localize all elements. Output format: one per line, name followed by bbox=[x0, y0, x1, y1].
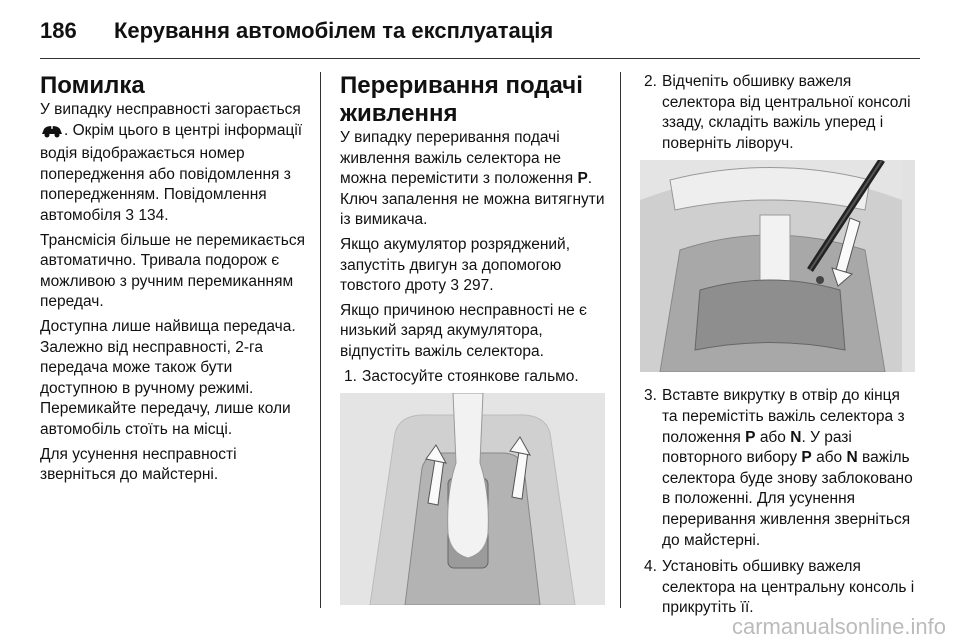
page-number: 186 bbox=[40, 18, 77, 43]
steps-list bbox=[340, 367, 605, 388]
page-header-title: Керування автомобілем та експлуатація bbox=[114, 18, 554, 43]
paragraph: У випадку переривання подачі живлення важіль селектора не можна перемістити з положення P. Ключ запалення не можна витягнути із вимикача. bbox=[340, 129, 605, 229]
position-p-label: P bbox=[577, 170, 588, 188]
page-header bbox=[40, 14, 920, 54]
paragraph: Якщо причиною несправності не є низький заряд акумулятора, відпустіть важіль селектора. bbox=[340, 301, 587, 360]
car-fault-icon bbox=[40, 124, 64, 145]
steps-list bbox=[640, 386, 915, 619]
column-divider bbox=[620, 72, 621, 608]
list-item: 3. Вставте викрутку в отвір до кінця та перемістіть важіль селектора з положення P або N. У разі повторного вибору P або N важіль селектора буде знову заблоковано в положенні. Для усунення переривання живлення зверніться до майстерні. bbox=[644, 387, 913, 549]
paragraph: Якщо акумулятор розряджений, запустіть двигун за допомогою товстого дроту 3 297. bbox=[340, 235, 571, 295]
figure-selector-lever bbox=[340, 393, 605, 605]
paragraph: У випадку несправності загорається . Окрім цього в центрі інформації водія відображається номер попередження або повідомлення з попередженням. Повідомлення автомобіля 3 134. bbox=[40, 101, 303, 224]
page-reference-link[interactable]: 3 134. bbox=[125, 206, 169, 224]
column-divider bbox=[320, 72, 321, 608]
section-heading-power-interruption: Переривання подачі живлення bbox=[340, 72, 583, 127]
watermark: carmanualsonline.info bbox=[731, 614, 946, 639]
illustration-gear-selector bbox=[340, 393, 605, 605]
list-item: 4. Установіть обшивку важеля селектора на центральну консоль і прикрутіть її. bbox=[644, 558, 915, 617]
illustration-screwdriver-release bbox=[640, 160, 902, 372]
column-right bbox=[640, 72, 915, 625]
paragraph: Трансмісія більше не перемикається автоматично. Тривала подорож є можливою з ручним перемиканням передач. bbox=[40, 231, 305, 311]
column-middle bbox=[340, 72, 605, 619]
header-rule bbox=[40, 58, 920, 59]
page-reference-link[interactable]: 3 297. bbox=[450, 277, 494, 295]
section-heading-fault: Помилка bbox=[40, 72, 145, 99]
paragraph: Для усунення несправності зверніться до майстерні. bbox=[40, 445, 237, 484]
steps-list bbox=[640, 72, 915, 154]
list-item: 1. Застосуйте стоянкове гальмо. bbox=[344, 367, 579, 385]
paragraph: Доступна лише найвища передача. Залежно від несправності, 2-га передача може також бути доступною в ручному режимі. Перемикайте передачу, лише коли автомобіль стоїть на місці. bbox=[40, 317, 296, 438]
list-item: 2. Відчепіть обшивку важеля селектора від центральної консолі ззаду, складіть важіль уперед і поверніть ліворуч. bbox=[644, 73, 911, 152]
figure-screwdriver bbox=[640, 160, 915, 372]
column-left bbox=[40, 72, 310, 490]
